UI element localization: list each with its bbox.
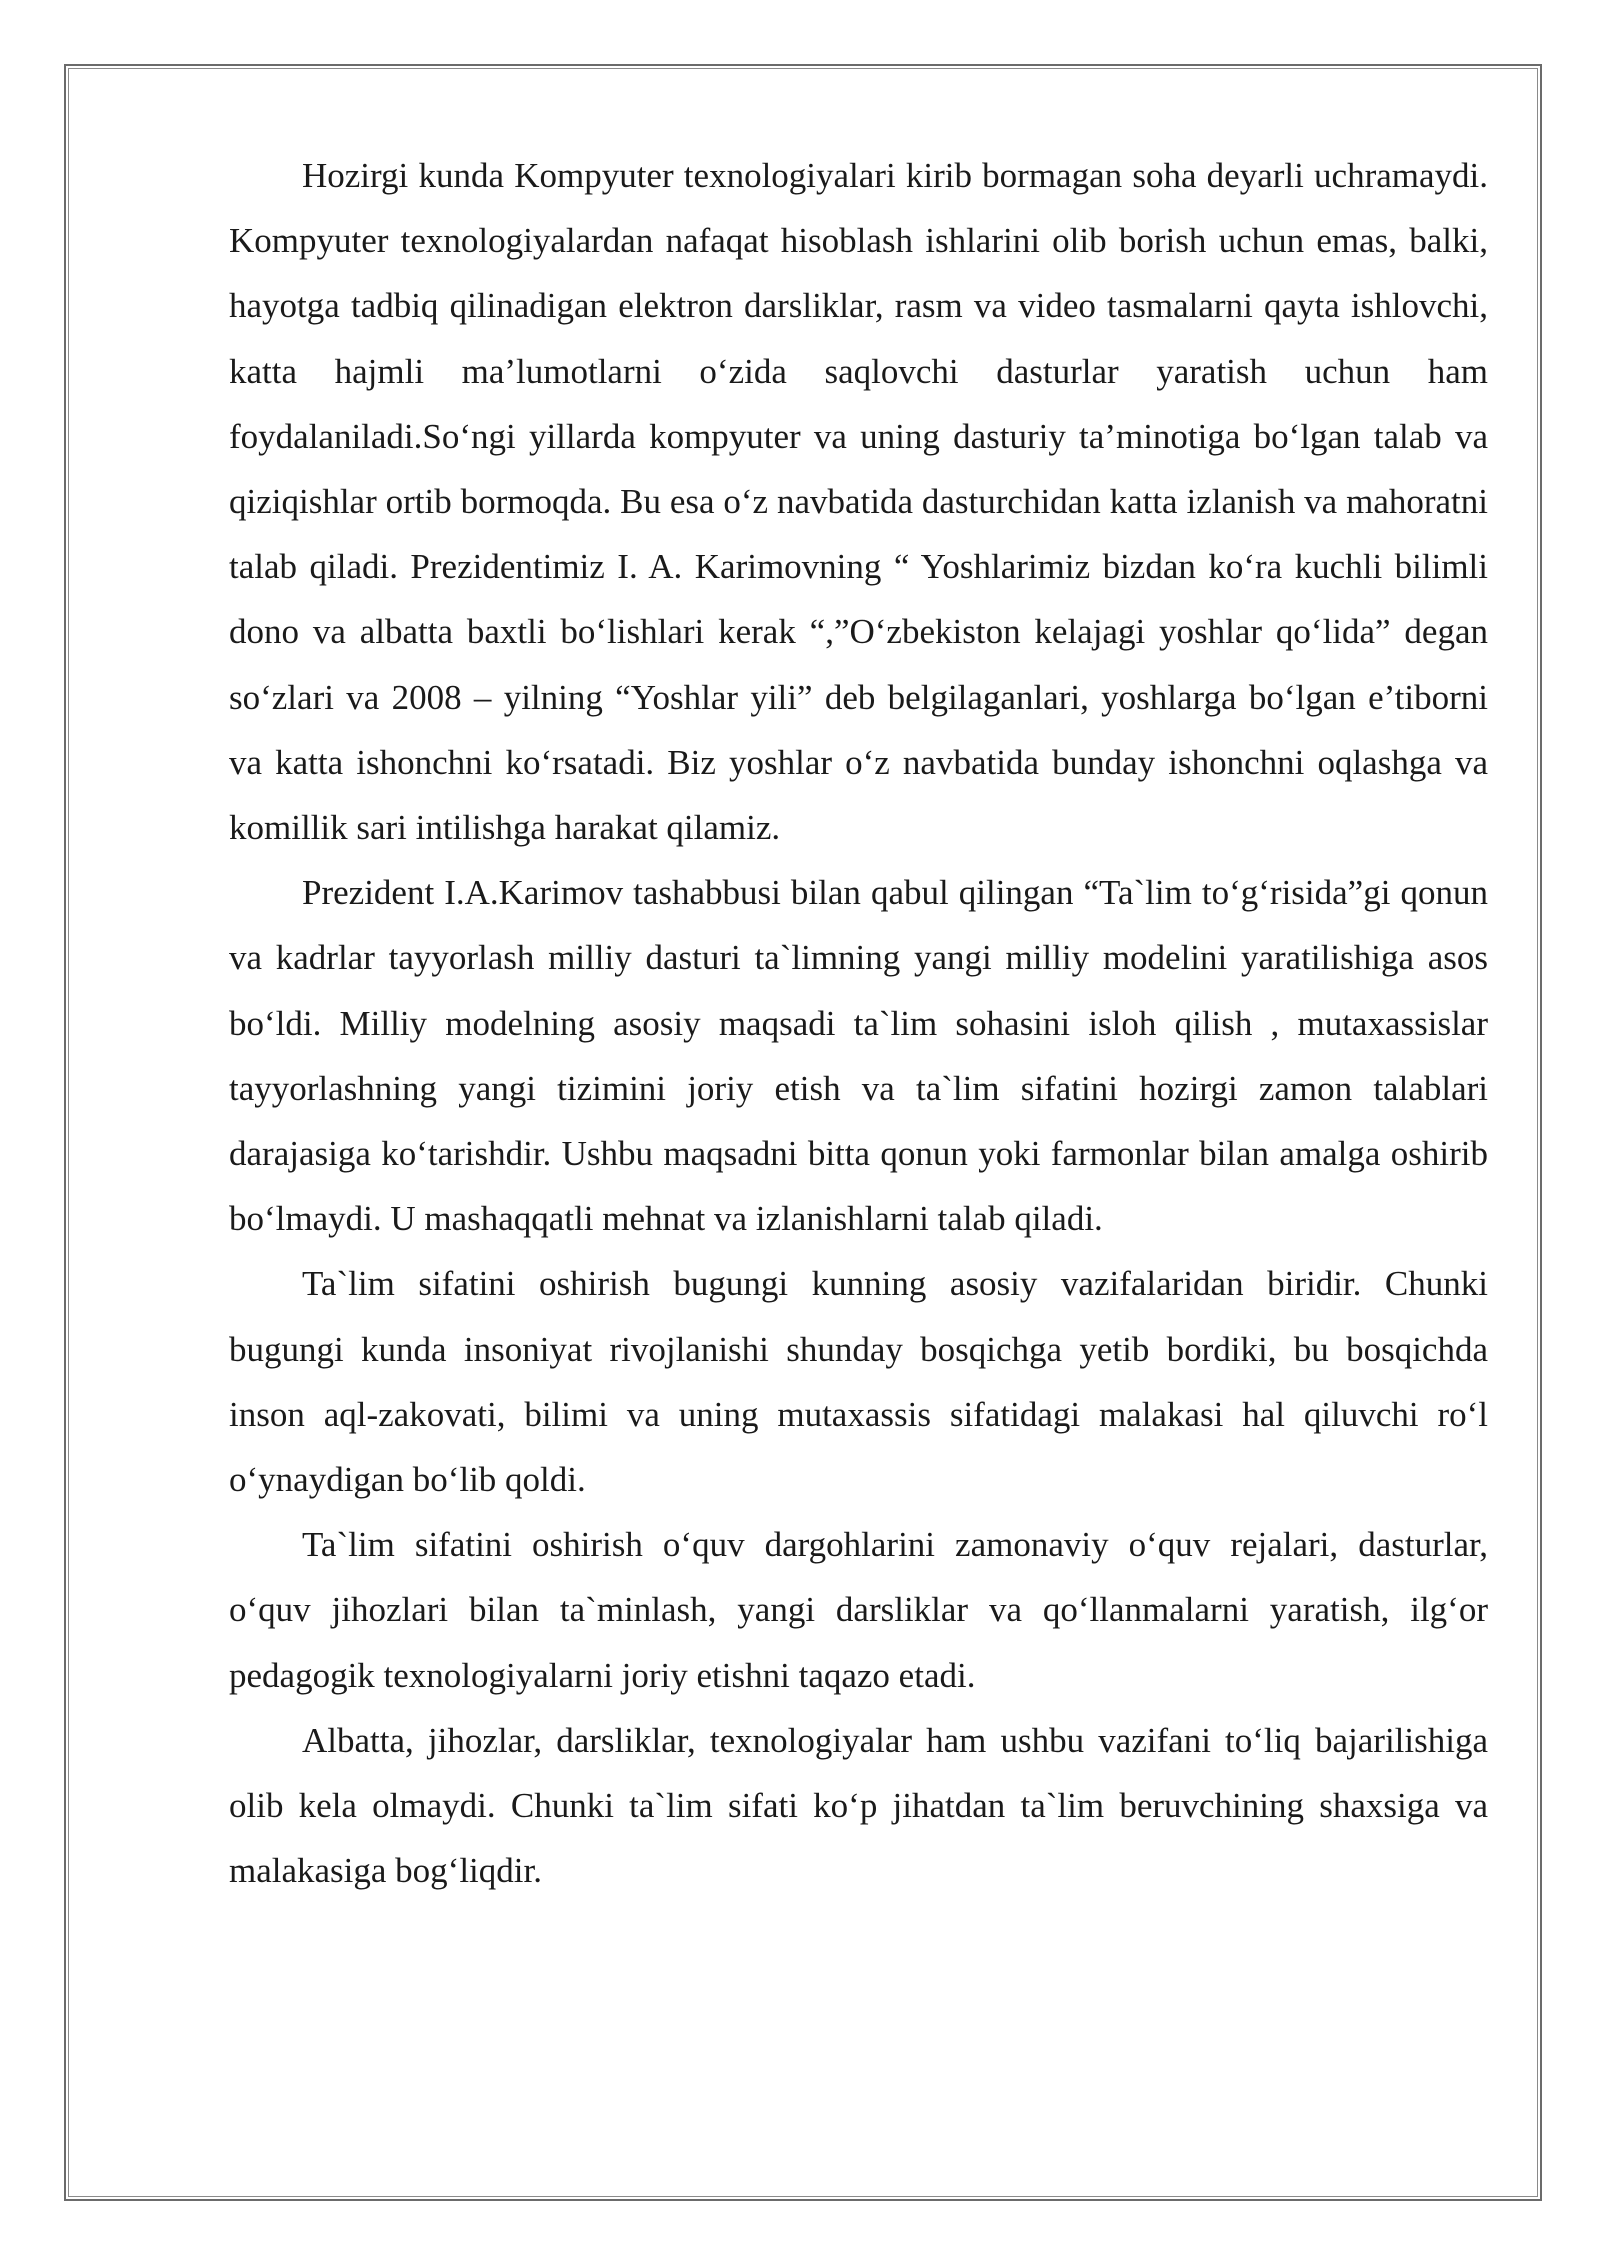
paragraph-5: Albatta, jihozlar, darsliklar, texnologiyalar ham ushbu vazifani to‘liq bajarilishiga olib kela olmaydi. Chunki ta`lim sifati ko‘p jihatdan ta`lim beruvchining shaxsiga va malakasiga bog‘liqdir. <box>229 1720 1488 1891</box>
paragraph-3: Ta`lim sifatini oshirish bugungi kunning asosiy vazifalaridan biridir. Chunki bugungi kunda insoniyat rivojlanishi shunday bosqichga yetib bordiki, bu bosqichda inson aql-zakovati, bilimi va uning mutaxassis sifatidagi malakasi hal qiluvchi ro‘l o‘ynaydigan bo‘lib qoldi. <box>229 1264 1488 1500</box>
paragraph-4: Ta`lim sifatini oshirish o‘quv dargohlarini zamonaviy o‘quv rejalari, dasturlar, o‘quv jihozlari bilan ta`minlash, yangi darsliklar va qo‘llanmalarni yaratish, ilg‘or pedagogik texnologiyalarni joriy etishni taqazo etadi. <box>229 1525 1488 1695</box>
paragraph-1: Hozirgi kunda Kompyuter texnologiyalari kirib bormagan soha deyarli uchramaydi. Kompyuter texnologiyalardan nafaqat hisoblash ishlarini olib borish uchun emas, balki, hayotga tadbiq qilinadigan elektron darsliklar, rasm va video tasmalarni qayta ishlovchi, katta hajmli ma’lumotlarni o‘zida saqlovchi dasturlar yaratish uchun ham foydalaniladi.So‘ngi yillarda kompyuter va uning dasturiy ta’minotiga bo‘lgan talab va qiziqishlar ortib bormoqda. Bu esa o‘z navbatida dasturchidan katta izlanish va mahoratni talab qiladi. Prezidentimiz I. A. Karimovning “ Yoshlarimiz bizdan ko‘ra kuchli bilimli dono va albatta baxtli bo‘lishlari kerak “,”O‘zbekiston kelajagi yoshlar qo‘lida” degan so‘zlari va 2008 – yilning “Yoshlar yili” deb belgilaganlari, yoshlarga bo‘lgan e’tiborni va katta ishonchni ko‘rsatadi. Biz yoshlar o‘z navbatida bunday ishonchni oqlashga va komillik sari intilishga harakat qilamiz. <box>229 156 1488 848</box>
paragraph-2: Prezident I.A.Karimov tashabbusi bilan qabul qilingan “Ta`lim to‘g‘risida”gi qonun va kadrlar tayyorlash milliy dasturi ta`limning yangi milliy modelini yaratilishiga asos bo‘ldi. Milliy modelning asosiy maqsadi ta`lim sohasini isloh qilish , mutaxassislar tayyorlashning yangi tizimini joriy etish va ta`lim sifatini hozirgi zamon talablari darajasiga ko‘tarishdir. Ushbu maqsadni bitta qonun yoki farmonlar bilan amalga oshirib bo‘lmaydi. U mashaqqatli mehnat va izlanishlarni talab qiladi. <box>229 873 1488 1239</box>
document-body <box>229 143 1488 1903</box>
